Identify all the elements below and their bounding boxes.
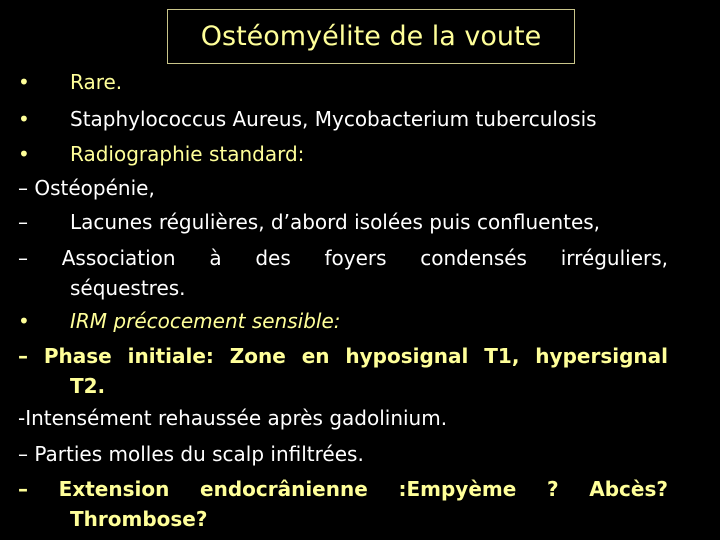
bullet-line (18, 307, 678, 335)
word: condensés (420, 246, 527, 270)
dash-text: Lacunes régulières, d’abord isolées puis confluentes, (70, 210, 601, 234)
bullet-marker: • (18, 142, 30, 166)
dash-line (18, 208, 678, 236)
dash-line (18, 174, 678, 202)
word: en (301, 344, 330, 368)
bullet-marker: • (18, 107, 30, 131)
dash-marker: – (18, 442, 28, 466)
word: endocrânienne (200, 477, 368, 501)
continuation-line (18, 274, 720, 302)
continuation-text: séquestres. (70, 276, 186, 300)
bullet-line (18, 140, 678, 168)
word: ? (546, 477, 559, 501)
dash-line-justified (18, 342, 678, 370)
dash-marker: – (18, 477, 28, 501)
bullet-text: Radiographie standard: (70, 142, 305, 166)
word: hypersignal (535, 344, 668, 368)
dash-marker: – (18, 210, 28, 234)
word: hyposignal (345, 344, 469, 368)
dash-line-justified (18, 475, 678, 503)
word: Extension (58, 477, 170, 501)
word: des (255, 246, 291, 270)
dash-line-justified (18, 244, 678, 272)
dash-marker: – (18, 246, 28, 270)
bullet-text: IRM précocement sensible: (70, 309, 341, 333)
dash-marker: – (18, 344, 28, 368)
bullet-marker: • (18, 309, 30, 333)
dash-text: Parties molles du scalp infiltrées. (34, 442, 364, 466)
continuation-line (18, 372, 720, 400)
slide-title-box (167, 9, 575, 64)
continuation-text: Thrombose? (70, 507, 208, 531)
word: T1, (484, 344, 520, 368)
dash-marker: – (18, 176, 28, 200)
word: Abcès? (589, 477, 668, 501)
word: :Empyème (398, 477, 517, 501)
dash-text: Ostéopénie, (34, 176, 155, 200)
word: Association (61, 246, 176, 270)
word: foyers (324, 246, 387, 270)
bullet-line (18, 105, 678, 133)
continuation-line (18, 505, 720, 533)
word: Phase (43, 344, 112, 368)
continuation-text: T2. (70, 374, 106, 398)
word: Zone (229, 344, 286, 368)
bullet-text: Rare. (70, 70, 123, 94)
dash-line (18, 440, 678, 468)
dash-text: -Intensément rehaussée après gadolinium. (18, 406, 448, 430)
bullet-text: Staphylococcus Aureus, Mycobacterium tuberculosis (70, 107, 597, 131)
word: irréguliers, (560, 246, 668, 270)
slide-title: Ostéomyélite de la voute (200, 21, 542, 52)
bullet-marker: • (18, 70, 30, 94)
dash-line (18, 404, 678, 432)
word: initiale: (127, 344, 214, 368)
word: à (209, 246, 222, 270)
bullet-line (18, 68, 678, 96)
